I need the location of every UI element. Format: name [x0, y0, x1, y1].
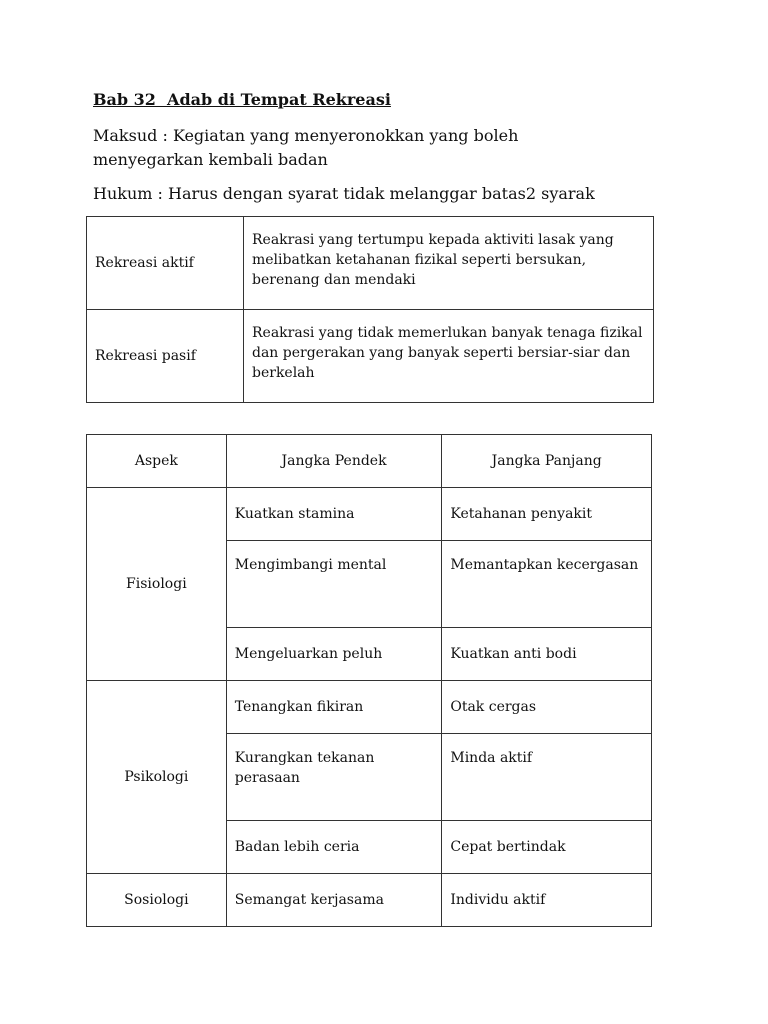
table-row [87, 874, 652, 927]
jangka-panjang-cell: Ketahanan penyakit [442, 488, 652, 541]
aspek-cell: Sosiologi [87, 874, 227, 927]
aspek-cell: Psikologi [87, 681, 227, 874]
jangka-pendek-cell: Kurangkan tekanan perasaan [226, 734, 442, 821]
jangka-panjang-cell: Otak cergas [442, 681, 652, 734]
rekreasi-description-text: Reakrasi yang tidak memerlukan banyak tenaga fizikal dan pergerakan yang banyak seperti bersiar-siar dan berkelah [252, 325, 643, 381]
jangka-pendek-cell: Semangat kerjasama [226, 874, 442, 927]
jangka-pendek-cell: Mengeluarkan peluh [226, 628, 442, 681]
jangka-pendek-cell: Badan lebih ceria [226, 821, 442, 874]
header-aspek: Aspek [87, 435, 227, 488]
rekreasi-description-text: Reakrasi yang tertumpu kepada aktiviti lasak yang melibatkan ketahanan fizikal seperti bersukan, berenang dan mendaki [252, 232, 614, 288]
rekreasi-type-label: Rekreasi aktif [87, 217, 244, 310]
jangka-panjang-cell: Individu aktif [442, 874, 652, 927]
rekreasi-type-description [244, 217, 654, 310]
jangka-panjang-cell: Kuatkan anti bodi [442, 628, 652, 681]
hukum-ruling: Hukum : Harus dengan syarat tidak melanggar batas2 syarak [93, 184, 595, 203]
table-row [87, 310, 654, 403]
table-row [87, 217, 654, 310]
jangka-pendek-cell: Mengimbangi mental [226, 541, 442, 628]
jangka-pendek-cell: Tenangkan fikiran [226, 681, 442, 734]
rekreasi-type-description [244, 310, 654, 403]
header-jangka-panjang: Jangka Panjang [442, 435, 652, 488]
page-title: Bab 32 Adab di Tempat Rekreasi [93, 90, 391, 109]
table-row [87, 488, 652, 541]
jangka-panjang-cell: Cepat bertindak [442, 821, 652, 874]
rekreasi-types-table [86, 216, 654, 403]
aspek-cell: Fisiologi [87, 488, 227, 681]
table-row [87, 681, 652, 734]
jangka-pendek-cell: Kuatkan stamina [226, 488, 442, 541]
jangka-panjang-cell: Memantapkan kecergasan [442, 541, 652, 628]
rekreasi-type-label: Rekreasi pasif [87, 310, 244, 403]
header-jangka-pendek: Jangka Pendek [226, 435, 442, 488]
benefits-table [86, 434, 652, 927]
maksud-definition: Maksud : Kegiatan yang menyeronokkan yang boleh menyegarkan kembali badan [93, 126, 519, 169]
jangka-panjang-cell: Minda aktif [442, 734, 652, 821]
table-header-row [87, 435, 652, 488]
